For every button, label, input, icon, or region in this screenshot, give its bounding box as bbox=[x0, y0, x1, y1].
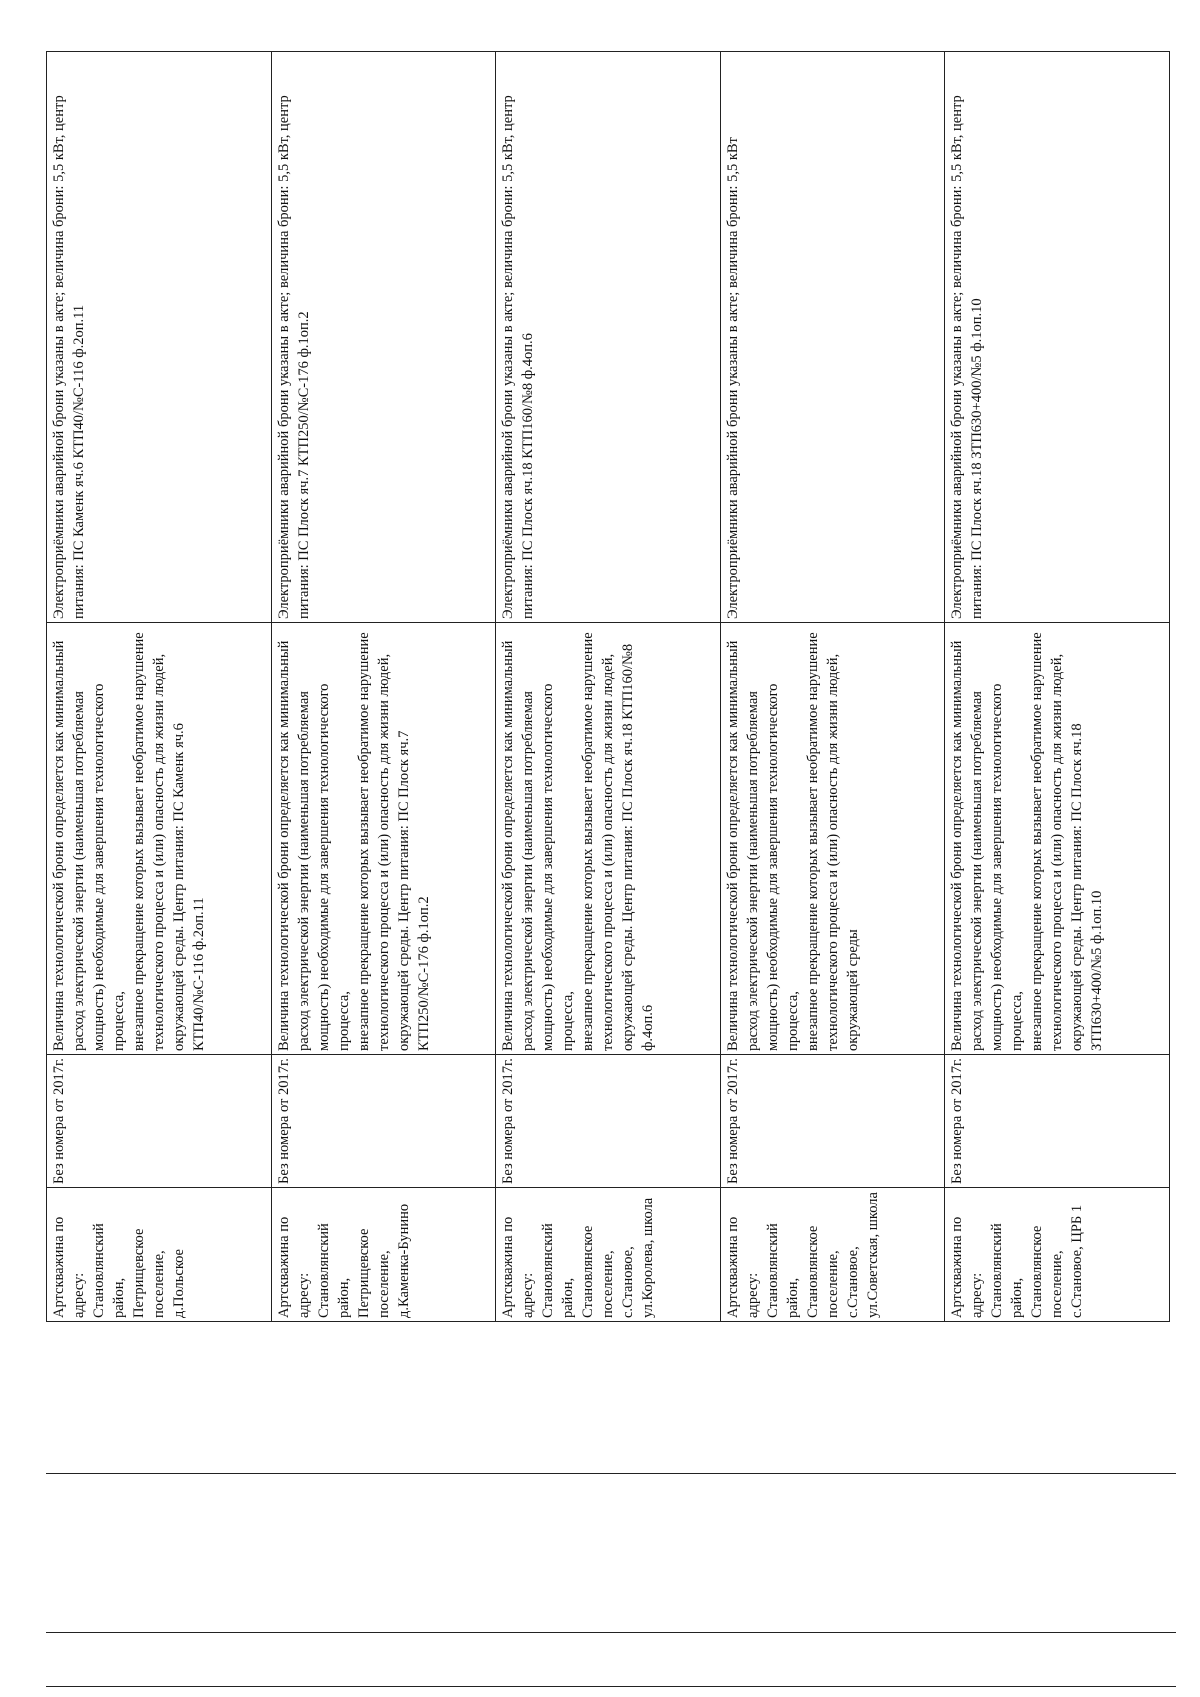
rotated-table-wrapper bbox=[46, 52, 1170, 1322]
tech-reserve-cell: Величина технологической брони определяется как минимальный расход электрической энергии (наименьшая потребляемая мощность) необходимые для завершения технологического процесса, внезапное прекращение которых вызывает необратимое нарушение технологического процесса и (или) опасность для жизни людей, окружающей среды. Центр питания: ПС Каменк яч.6 КТП40/№С-116 ф.2оп.11 bbox=[47, 623, 272, 1055]
table-row bbox=[271, 52, 496, 1322]
table-row bbox=[720, 52, 945, 1322]
horizontal-rule-bottom bbox=[46, 1686, 1176, 1687]
location-cell: Артскважина по адресу: Становлянский район, Становлянское поселение, с.Становое, ул.Советская, школа bbox=[720, 1188, 945, 1322]
act-cell: Без номера от 2017г. bbox=[271, 1055, 496, 1188]
act-cell: Без номера от 2017г. bbox=[496, 1055, 721, 1188]
horizontal-rule-top bbox=[46, 1473, 1176, 1474]
table-row bbox=[496, 52, 721, 1322]
emergency-reserve-cell: Электроприёмники аварийной брони указаны в акте; величина брони: 5,5 кВт, центр питания: ПС Плоск яч.7 КТП250/№С-176 ф.1оп.2 bbox=[271, 52, 496, 623]
tech-reserve-cell: Величина технологической брони определяется как минимальный расход электрической энергии (наименьшая потребляемая мощность) необходимые для завершения технологического процесса, внезапное прекращение которых вызывает необратимое нарушение технологического процесса и (или) опасность для жизни людей, окружающей среды. Центр питания: ПС Плоск яч.18 ЗТП630+400/№5 ф.1оп.10 bbox=[945, 623, 1170, 1055]
act-cell: Без номера от 2017г. bbox=[47, 1055, 272, 1188]
horizontal-rule-middle bbox=[46, 1632, 1176, 1633]
emergency-reserve-cell: Электроприёмники аварийной брони указаны в акте; величина брони: 5,5 кВт, центр питания: ПС Каменк яч.6 КТП40/№С-116 ф.2оп.11 bbox=[47, 52, 272, 623]
tech-reserve-cell: Величина технологической брони определяется как минимальный расход электрической энергии (наименьшая потребляемая мощность) необходимые для завершения технологического процесса, внезапное прекращение которых вызывает необратимое нарушение технологического процесса и (или) опасность для жизни людей, окружающей среды. Центр питания: ПС Плоск яч.7 КТП250/№С-176 ф.1оп.2 bbox=[271, 623, 496, 1055]
act-cell: Без номера от 2017г. bbox=[720, 1055, 945, 1188]
location-cell: Артскважина по адресу: Становлянский район, Становлянское поселение, с.Становое, ул.Королева, школа bbox=[496, 1188, 721, 1322]
table-row bbox=[47, 52, 272, 1322]
location-cell: Артскважина по адресу: Становлянский район, Становлянское поселение, с.Становое, ЦРБ 1 bbox=[945, 1188, 1170, 1322]
location-cell: Артскважина по адресу: Становлянский район, Петрищевское поселение, д.Каменка-Бунино bbox=[271, 1188, 496, 1322]
table-row bbox=[945, 52, 1170, 1322]
emergency-reserve-cell: Электроприёмники аварийной брони указаны в акте; величина брони: 5,5 кВт, центр питания: ПС Плоск яч.18 КТП160/№8 ф.4оп.6 bbox=[496, 52, 721, 623]
emergency-reserve-cell: Электроприёмники аварийной брони указаны в акте; величина брони: 5,5 кВт bbox=[720, 52, 945, 623]
act-cell: Без номера от 2017г. bbox=[945, 1055, 1170, 1188]
emergency-reserve-cell: Электроприёмники аварийной брони указаны в акте; величина брони: 5,5 кВт, центр питания: ПС Плоск яч.18 ЗТП630+400/№5 ф.1оп.10 bbox=[945, 52, 1170, 623]
reservation-table bbox=[46, 51, 1170, 1322]
tech-reserve-cell: Величина технологической брони определяется как минимальный расход электрической энергии (наименьшая потребляемая мощность) необходимые для завершения технологического процесса, внезапное прекращение которых вызывает необратимое нарушение технологического процесса и (или) опасность для жизни людей, окружающей среды. Центр питания: ПС Плоск яч.18 КТП160/№8 ф.4оп.6 bbox=[496, 623, 721, 1055]
tech-reserve-cell: Величина технологической брони определяется как минимальный расход электрической энергии (наименьшая потребляемая мощность) необходимые для завершения технологического процесса, внезапное прекращение которых вызывает необратимое нарушение технологического процесса и (или) опасность для жизни людей, окружающей среды bbox=[720, 623, 945, 1055]
location-cell: Артскважина по адресу: Становлянский район, Петрищевское поселение, д.Польское bbox=[47, 1188, 272, 1322]
